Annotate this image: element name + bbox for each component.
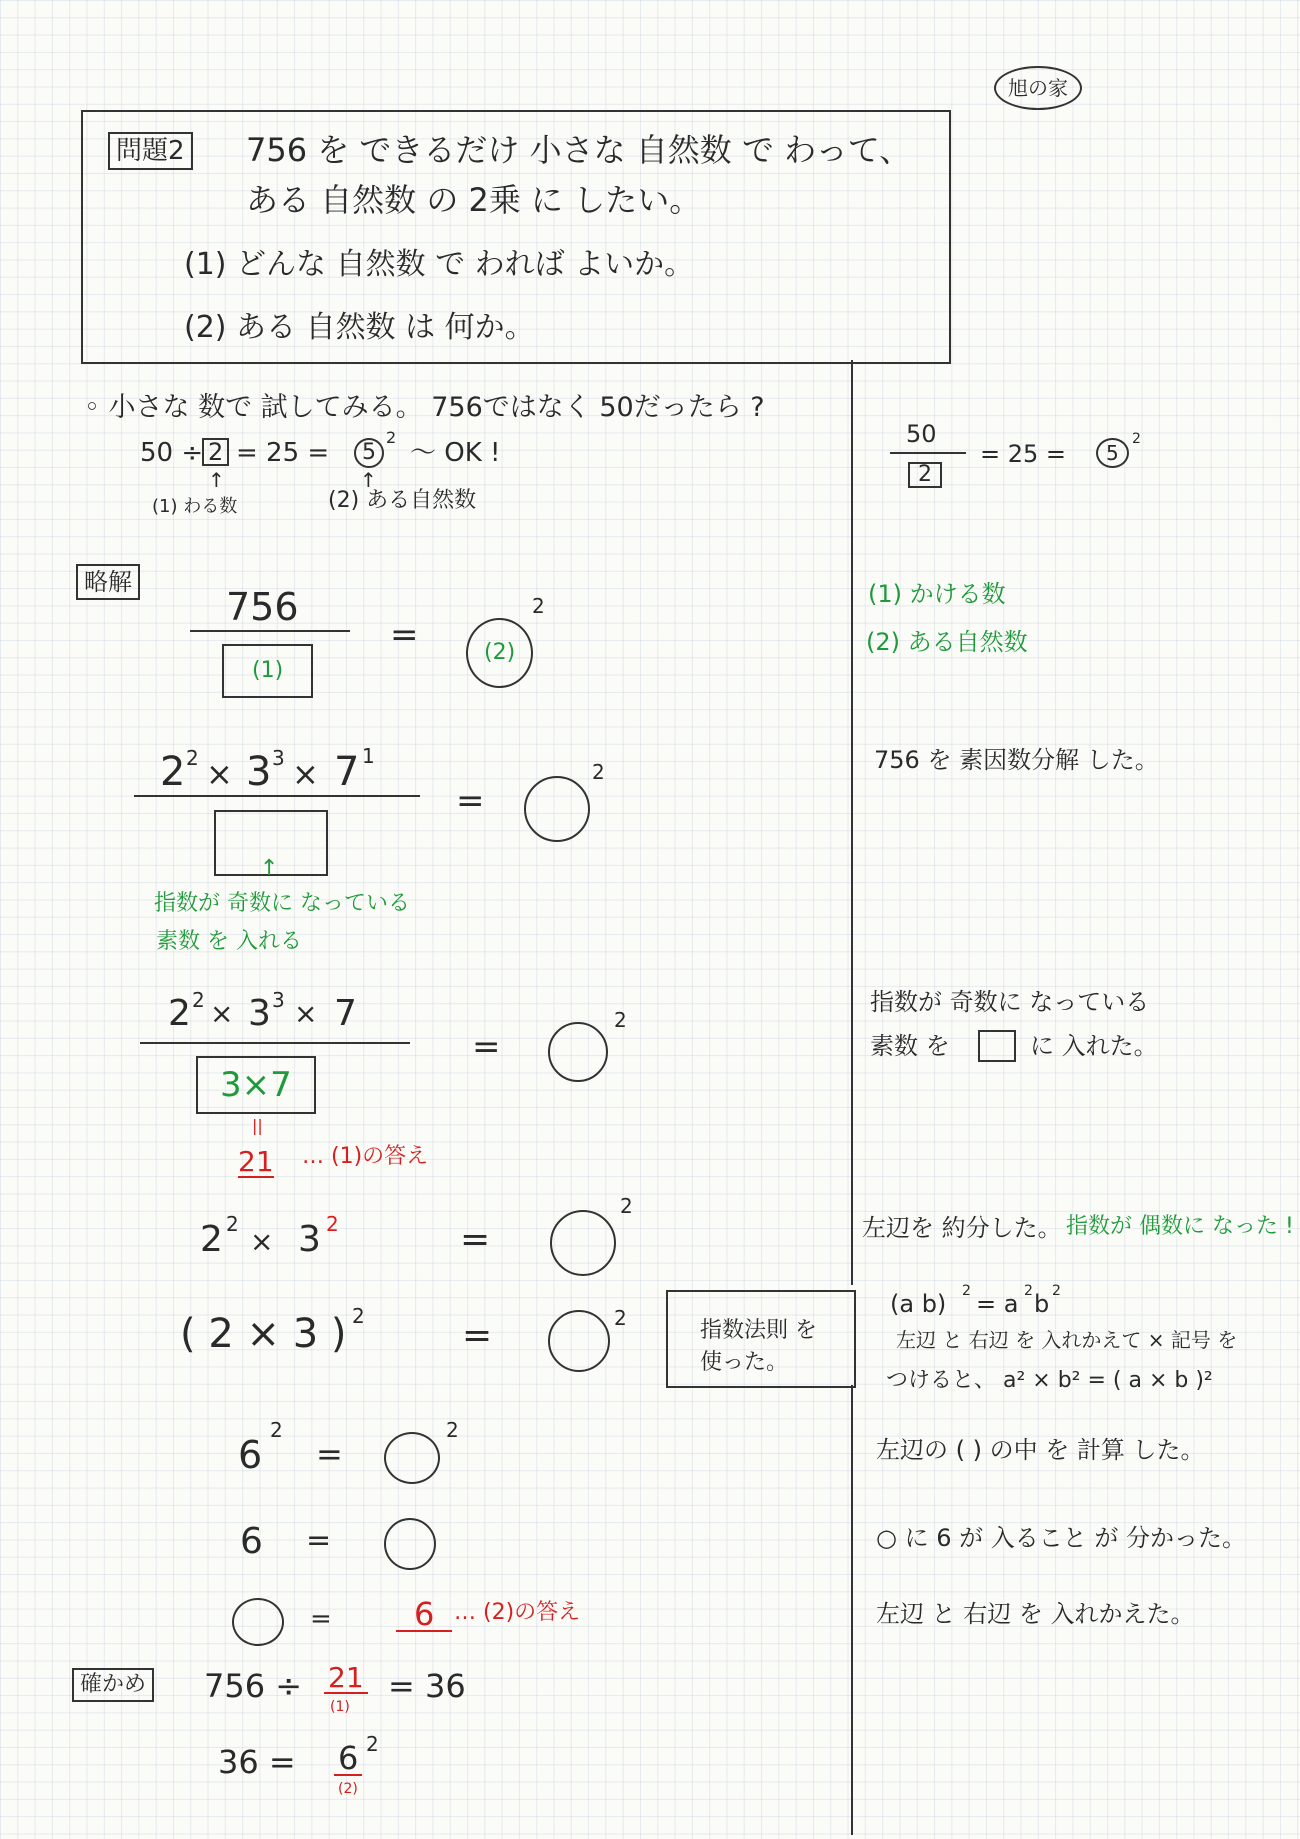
kaiho-tag: 略解 <box>76 564 140 600</box>
trial-eq-box: 2 <box>202 438 229 466</box>
problem-line2: ある 自然数 の 2乗 に したい。 <box>246 181 702 219</box>
step3-b1: 2 <box>168 993 191 1034</box>
step4-circle <box>550 1210 616 1276</box>
side-step7: ○ に 6 が 入ること が 分かった。 <box>876 1524 1246 1552</box>
side-step3-line2a: 素数 を <box>870 1032 950 1060</box>
step1-sup: 2 <box>532 594 545 618</box>
step5-exp: 2 <box>352 1304 365 1328</box>
side-step5-line2: 左辺 と 右辺 を 入れかえて × 記号 を <box>896 1328 1238 1352</box>
step2-note1: 指数が 奇数に なっている <box>154 891 410 916</box>
side-step5-formula-ab: (a b) <box>890 1290 947 1318</box>
check-a: 756 ÷ <box>204 1667 303 1705</box>
side-step4-black: 左辺を 約分した。 <box>862 1214 1062 1242</box>
side-frac-den: 2 <box>908 462 942 488</box>
check-frac: 21 <box>324 1664 368 1694</box>
shisu-box-line1: 指数法則 を <box>700 1318 817 1343</box>
step3-answer-label: … (1)の答え <box>302 1144 429 1169</box>
stamp: 旭の家 <box>994 66 1082 110</box>
step8-eq: = <box>310 1604 332 1634</box>
step8-answer-label: … (2)の答え <box>454 1600 581 1625</box>
step2-x2: × <box>292 755 319 793</box>
step6-eq: = <box>316 1435 343 1473</box>
step2-sup: 2 <box>592 760 605 784</box>
check-c: 36 = <box>218 1743 296 1781</box>
check-b: = 36 <box>388 1667 466 1705</box>
trial-eq-circle: 5 <box>354 438 384 468</box>
step2-note2: 素数 を 入れる <box>156 929 302 954</box>
side-frac-rest: = 25 = <box>980 440 1067 468</box>
column-divider-lower <box>851 1385 853 1835</box>
step2-b2: 3 <box>246 749 272 795</box>
step3-x2: × <box>294 997 318 1030</box>
step1-box: (1) <box>222 644 313 698</box>
side-step5-line3: つけると、 a² × b² = ( a × b )² <box>886 1368 1213 1393</box>
step6-circle <box>384 1432 440 1484</box>
step5-lhs: ( 2 × 3 ) <box>180 1311 347 1357</box>
side-step3-box <box>978 1030 1016 1062</box>
side-step5-formula-b: b <box>1034 1290 1050 1318</box>
trial-eq-c: 〜 OK ! <box>410 438 501 468</box>
side-frac-bar <box>890 452 966 454</box>
step4-x1: × <box>250 1225 274 1258</box>
step8-circle <box>232 1598 284 1646</box>
side-step4-green: 指数が 偶数に なった ! <box>1066 1214 1294 1239</box>
step2-eq: = <box>456 781 485 821</box>
side-frac-num: 50 <box>906 420 937 448</box>
step2-bar <box>134 795 420 797</box>
step4-e2: 2 <box>326 1212 339 1236</box>
step7-lhs: 6 <box>240 1521 263 1562</box>
trial-arrow2: ↑ <box>360 468 377 492</box>
side-step3-line2b: に 入れた。 <box>1030 1032 1158 1060</box>
side-step6: 左辺の ( ) の中 を 計算 した。 <box>876 1436 1205 1464</box>
check-d-sup: 2 <box>366 1732 379 1756</box>
step3-eq: = <box>472 1027 501 1067</box>
shisu-box-line2: 使った。 <box>700 1350 789 1375</box>
step2-b1: 2 <box>160 749 186 795</box>
step2-x1: × <box>206 755 233 793</box>
step3-e2: 3 <box>272 988 285 1012</box>
problem-line1: 756 を できるだけ 小さな 自然数 で わって、 <box>246 131 912 169</box>
check-tag: 確かめ <box>72 1668 154 1702</box>
trial-eq-a: 50 ÷ <box>140 438 204 468</box>
side-frac-sup: 2 <box>1132 431 1141 447</box>
step4-eq: = <box>460 1219 491 1260</box>
step1-numerator: 756 <box>226 585 299 629</box>
step2-e2: 3 <box>272 746 285 770</box>
side-step5-formula-e1: 2 <box>962 1283 971 1299</box>
step5-eq: = <box>462 1315 493 1356</box>
step7-eq: = <box>306 1523 332 1558</box>
step3-answer: 21 <box>238 1145 274 1178</box>
side-step5-formula-e2: 2 <box>1024 1283 1033 1299</box>
step6-lhs: 6 <box>238 1433 263 1477</box>
step1-bar <box>190 630 350 632</box>
step3-e1: 2 <box>192 988 205 1012</box>
side-step5-formula-e3: 2 <box>1052 1283 1061 1299</box>
step5-circle <box>548 1310 610 1372</box>
step4-e1: 2 <box>226 1212 239 1236</box>
step3-b3: 7 <box>334 993 357 1034</box>
trial-label2: (2) ある自然数 <box>328 488 477 513</box>
problem-q2: (2) ある 自然数 は 何か。 <box>184 310 535 345</box>
step3-box: 3×7 <box>196 1056 316 1114</box>
check-d: 6 <box>334 1742 362 1776</box>
step2-b3: 7 <box>334 749 360 795</box>
step4-b1: 2 <box>200 1219 223 1260</box>
check-frac-label: (1) <box>330 1699 350 1715</box>
step2-circle <box>524 776 590 842</box>
side-step3-line1: 指数が 奇数に なっている <box>870 988 1150 1016</box>
step6-sup: 2 <box>446 1418 459 1442</box>
step5-sup: 2 <box>614 1306 627 1330</box>
trial-eq-sup: 2 <box>386 428 397 447</box>
check-d-label: (2) <box>338 1781 358 1797</box>
step3-sup: 2 <box>614 1008 627 1032</box>
step3-circle <box>548 1022 608 1082</box>
trial-eq-b: = 25 = <box>236 438 330 468</box>
step3-x1: × <box>210 997 234 1030</box>
step4-b2: 3 <box>298 1219 321 1260</box>
step4-sup: 2 <box>620 1194 633 1218</box>
side-frac-circle: 5 <box>1096 438 1129 468</box>
step8-answer: 6 <box>396 1598 452 1632</box>
trial-arrow1: ↑ <box>208 468 225 492</box>
step7-circle <box>384 1518 436 1570</box>
legend-1: (1) かける数 <box>868 580 1006 608</box>
side-step8: 左辺 と 右辺 を 入れかえた。 <box>876 1600 1195 1628</box>
step2-arrow: ↑ <box>260 856 279 881</box>
column-divider <box>851 360 853 1285</box>
step2-e3: 1 <box>362 744 375 768</box>
step3-b2: 3 <box>248 993 271 1034</box>
step2-e1: 2 <box>186 746 199 770</box>
step3-mark: || <box>252 1116 263 1135</box>
side-step2: 756 を 素因数分解 した。 <box>874 746 1159 774</box>
step3-bar <box>140 1042 410 1044</box>
step1-circle: (2) <box>466 618 533 688</box>
problem-q1: (1) どんな 自然数 で われば よいか。 <box>184 247 695 282</box>
legend-2: (2) ある自然数 <box>866 628 1028 656</box>
side-step5-formula-eq: = a <box>976 1290 1019 1318</box>
step6-exp: 2 <box>270 1418 283 1442</box>
problem-tag: 問題2 <box>108 132 193 170</box>
trial-label1: (1) わる数 <box>152 496 238 517</box>
step1-eq: = <box>390 615 419 655</box>
trial-intro: ◦ 小さな 数で 試してみる。 756ではなく 50だったら ? <box>84 392 765 423</box>
